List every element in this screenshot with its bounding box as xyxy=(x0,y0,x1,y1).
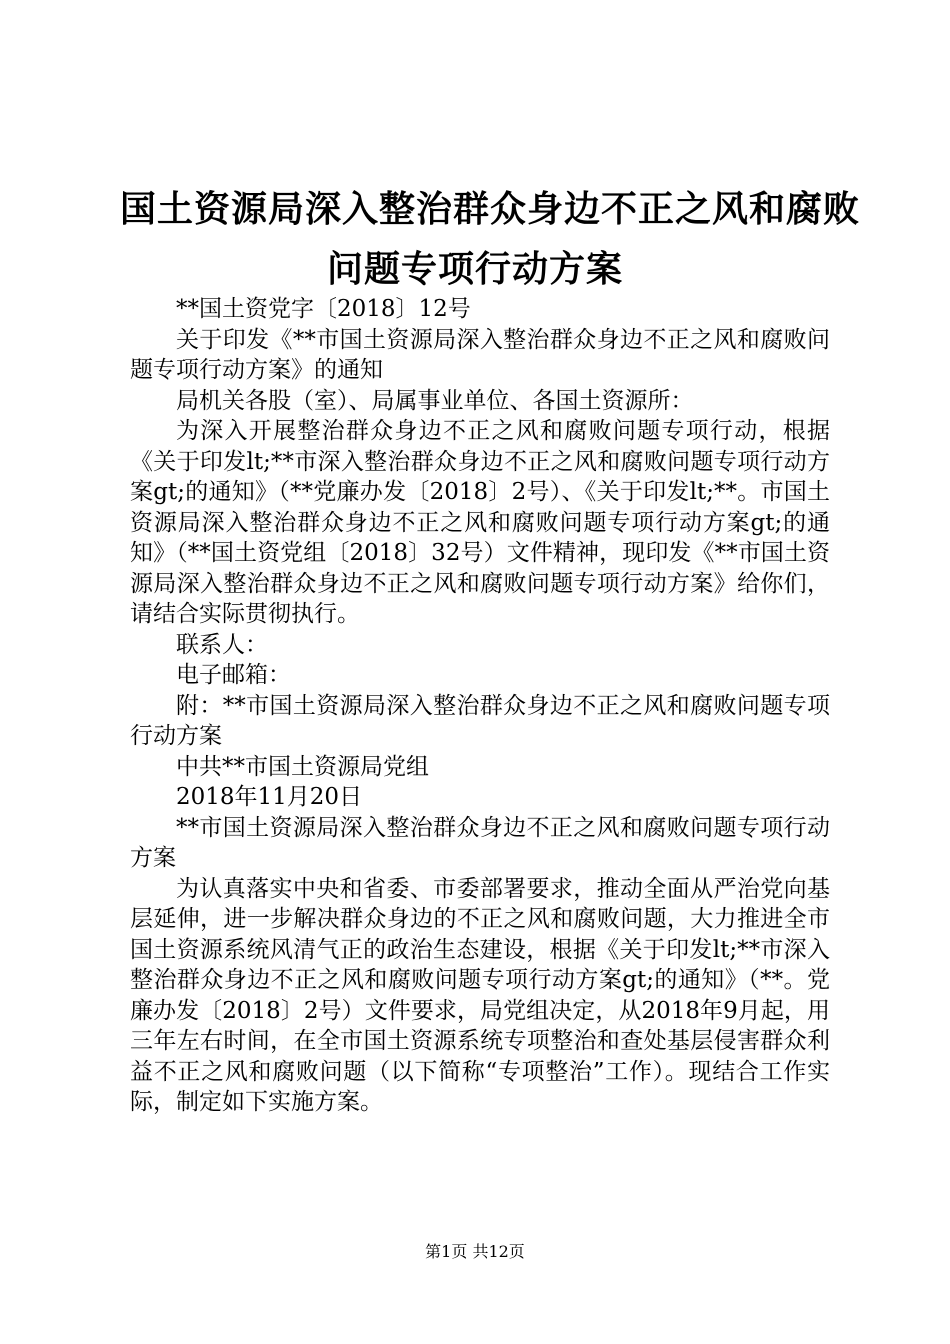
issue-date: 2018年11月20日 xyxy=(176,784,363,810)
body-paragraph: 为认真落实中央和省委、市委部署要求，推动全面从严治党向基层延伸，进一步解决群众身边的不正之风和腐败问题，大力推进全市国土资源系统风清气正的政治生态建设，根据《关于印发lt;**市深入整治群众身边不正之风和腐败问题专项行动方案gt;的通知》（**。党廉办发〔2018〕2号）文件要求，局党组决定，从2018年9月起，用三年左右时间，在全市国土资源系统专项整治和查处基层侵害群众利益不正之风和腐败问题（以下简称“专项整治”工作）。现结合工作实际，制定如下实施方案。 xyxy=(130,875,830,1115)
contact-email: 电子邮箱： xyxy=(176,662,291,688)
issuer: 中共**市国土资源局党组 xyxy=(176,753,429,780)
document-body xyxy=(130,294,830,1118)
plan-heading: **市国土资源局深入整治群众身边不正之风和腐败问题专项行动方案 xyxy=(130,814,830,871)
document-title-line-1: 国土资源局深入整治群众身边不正之风和腐败 xyxy=(120,189,861,230)
notice-heading: 关于印发《**市国土资源局深入整治群众身边不正之风和腐败问题专项行动方案》的通知 xyxy=(130,326,830,383)
page-footer: 第1页 共12页 xyxy=(425,1242,525,1261)
body-paragraph: 为深入开展整治群众身边不正之风和腐败问题专项行动，根据《关于印发lt;**市深入整治群众身边不正之风和腐败问题专项行动方案gt;的通知》（**党廉办发〔2018〕2号）、《关于印发lt;**。市国土资源局深入整治群众身边不正之风和腐败问题专项行动方案gt;的通知》（**国土资党组〔2018〕32号）文件精神，现印发《**市国土资源局深入整治群众身边不正之风和腐败问题专项行动方案》给你们，请结合实际贯彻执行。 xyxy=(130,418,830,627)
contact-person: 联系人： xyxy=(176,631,268,658)
document-title-line-2: 问题专项行动方案 xyxy=(326,249,623,290)
recipients: 局机关各股（室）、局属事业单位、各国土资源所： xyxy=(176,387,694,414)
document-number: **国土资党字〔2018〕12号 xyxy=(176,296,471,322)
attachment-line: 附：**市国土资源局深入整治群众身边不正之风和腐败问题专项行动方案 xyxy=(130,692,830,749)
